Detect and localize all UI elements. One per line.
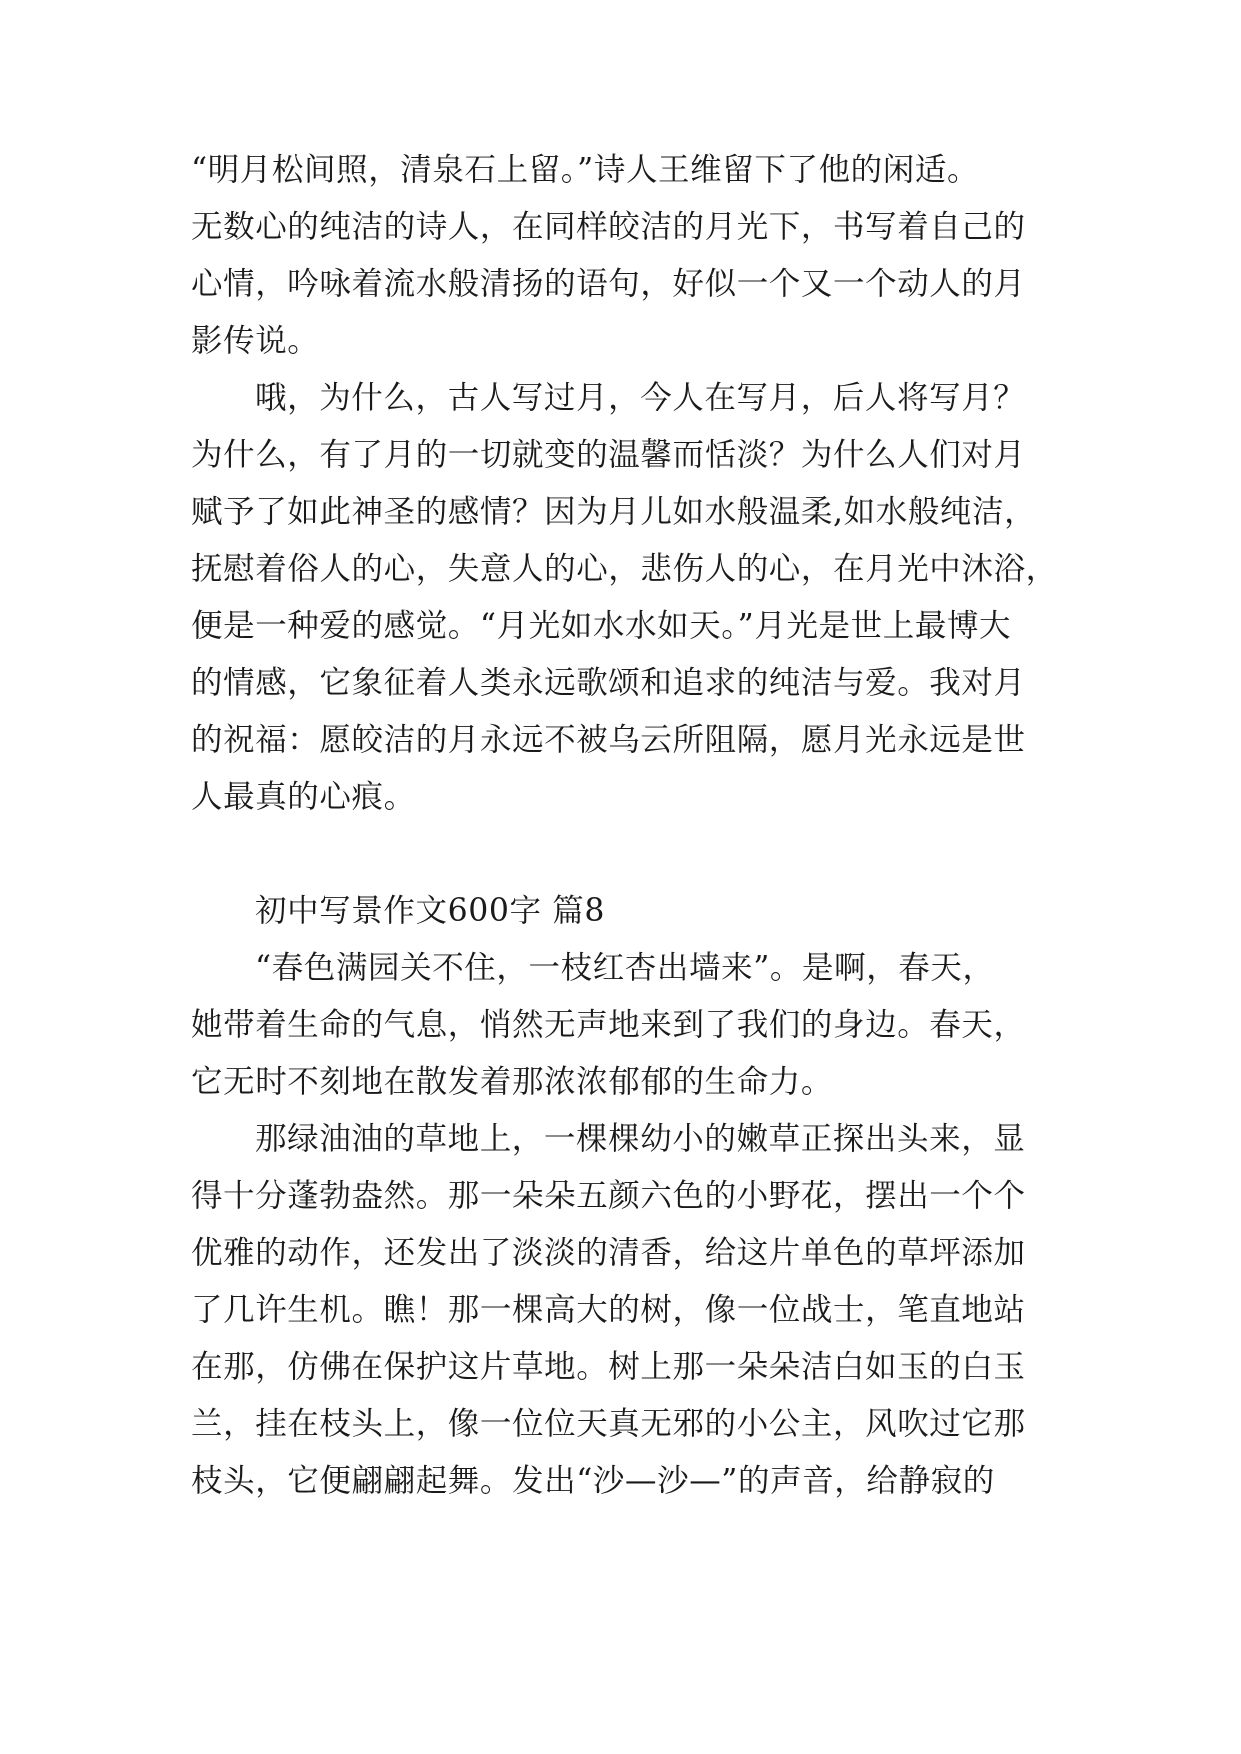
paragraph-line: 得十分蓬勃盎然。那一朵朵五颜六色的小野花，摆出一个个 — [191, 1178, 1026, 1214]
paragraph-line: 那绿油油的草地上，一棵棵幼小的嫩草正探出头来，显 — [255, 1121, 1026, 1157]
paragraph-line: 了几许生机。瞧！那一棵高大的树，像一位战士，笔直地站 — [191, 1292, 1026, 1328]
paragraph-line: 赋予了如此神圣的感情？因为月儿如水般温柔,如水般纯洁， — [191, 494, 1037, 530]
paragraph-line: 人最真的心痕。 — [191, 779, 416, 815]
paragraph-line: “明月松间照，清泉石上留。”诗人王维留下了他的闲适。 — [191, 152, 980, 188]
paragraph-line: 的情感，它象征着人类永远歌颂和追求的纯洁与爱。我对月 — [191, 665, 1026, 701]
paragraph-line: 抚慰着俗人的心，失意人的心，悲伤人的心，在月光中沐浴， — [191, 551, 1058, 587]
paragraph-line: 影传说。 — [191, 323, 320, 359]
paragraph-line: 兰，挂在枝头上，像一位位天真无邪的小公主，风吹过它那 — [191, 1406, 1026, 1442]
paragraph-line: 在那，仿佛在保护这片草地。树上那一朵朵洁白如玉的白玉 — [191, 1349, 1026, 1385]
paragraph-line: 哦，为什么，古人写过月，今人在写月，后人将写月？ — [255, 380, 1026, 416]
paragraph-line: 便是一种爱的感觉。“月光如水水如天。”月光是世上最博大 — [191, 608, 1012, 644]
paragraph-line: 枝头，它便翩翩起舞。发出“沙—沙—”的声音，给静寂的 — [191, 1463, 995, 1499]
paragraph-line: 的祝福：愿皎洁的月永远不被乌云所阻隔，愿月光永远是世 — [191, 722, 1026, 758]
paragraph-line: 心情，吟咏着流水般清扬的语句，好似一个又一个动人的月 — [191, 266, 1026, 302]
paragraph-line: 她带着生命的气息，悄然无声地来到了我们的身边。春天， — [191, 1007, 1026, 1043]
paragraph-line: “春色满园关不住，一枝红杏出墙来”。是啊，春天， — [255, 950, 995, 986]
section-heading: 初中写景作文600字 篇8 — [255, 893, 605, 929]
paragraph-line: 为什么，有了月的一切就变的温馨而恬淡？为什么人们对月 — [191, 437, 1026, 473]
paragraph-line: 无数心的纯洁的诗人，在同样皎洁的月光下，书写着自己的 — [191, 209, 1026, 245]
paragraph-line: 优雅的动作，还发出了淡淡的清香，给这片单色的草坪添加 — [191, 1235, 1026, 1271]
paragraph-line: 它无时不刻地在散发着那浓浓郁郁的生命力。 — [191, 1064, 834, 1100]
